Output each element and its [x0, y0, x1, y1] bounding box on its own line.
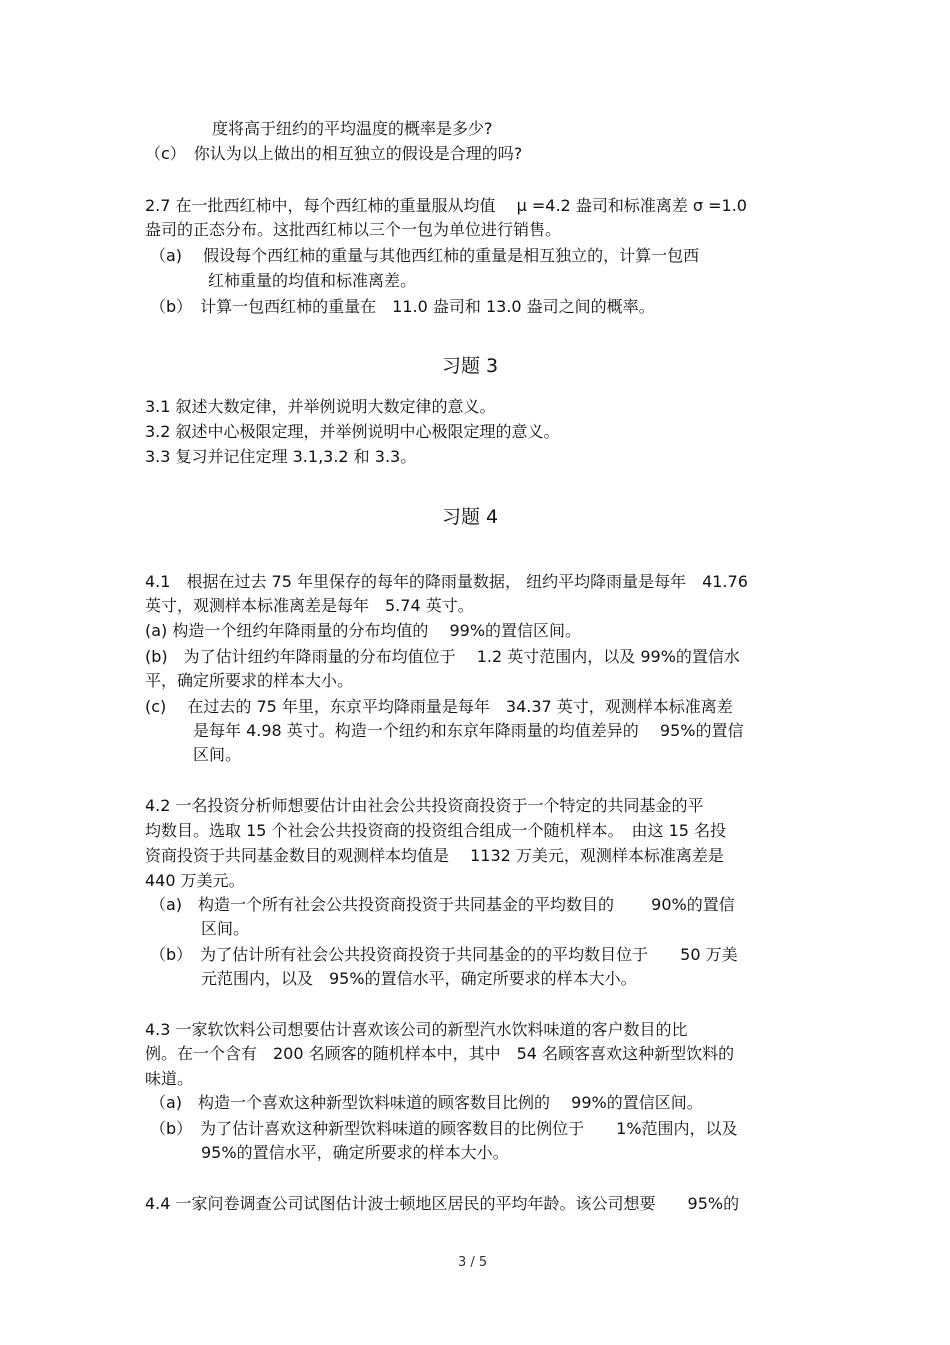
text-line: 英寸，观测样本标准离差是每年 5.74 英寸。 [145, 596, 474, 615]
text-line: 区间。 [193, 745, 242, 764]
text-line: (c) 在过去的 75 年里，东京平均降雨量是每年 34.37 英寸，观测样本标准离差 [145, 697, 733, 716]
text-line: （b） 计算一包西红柿的重量在 11.0 盎司和 13.0 盎司之间的概率。 [150, 297, 655, 316]
text-line: 盎司的正态分布。这批西红柿以三个一包为单位进行销售。 [145, 220, 562, 239]
section-heading: 习题 3 [442, 355, 499, 377]
text-line: 红柿重量的均值和标准离差。 [208, 271, 417, 290]
text-line: （a) 假设每个西红柿的重量与其他西红柿的重量是相互独立的，计算一包西 [150, 246, 700, 265]
text-line: （b） 为了估计所有社会公共投资商投资于共同基金的的平均数目位于 50 万美 [150, 945, 738, 964]
text-line: 3.2 叙述中心极限定理，并举例说明中心极限定理的意义。 [145, 422, 560, 441]
text-line: 4.2 一名投资分析师想要估计由社会公共投资商投资于一个特定的共同基金的平 [145, 796, 704, 815]
text-line: (a) 构造一个纽约年降雨量的分布均值的 99%的置信区间。 [145, 621, 582, 640]
text-line: 4.3 一家软饮料公司想要估计喜欢该公司的新型汽水饮料味道的客户数目的比 [145, 1020, 688, 1039]
text-line: 4.4 一家问卷调查公司试图估计波士顿地区居民的平均年龄。该公司想要 95%的 [145, 1194, 740, 1213]
text-line: 是每年 4.98 英寸。构造一个纽约和东京年降雨量的均值差异的 95%的置信 [193, 721, 744, 740]
text-line: 3.1 叙述大数定律，并举例说明大数定律的意义。 [145, 397, 496, 416]
text-line: 95%的置信水平，确定所要求的样本大小。 [201, 1143, 509, 1162]
text-line: 味道。 [145, 1069, 194, 1088]
text-line: （a) 构造一个喜欢这种新型饮料味道的顾客数目比例的 99%的置信区间。 [150, 1093, 703, 1112]
text-line: 均数目。选取 15 个社会公共投资商的投资组合组成一个随机样本。 由这 15 名投 [145, 821, 727, 840]
page-number: 3 / 5 [458, 1255, 488, 1270]
text-line: 3.3 复习并记住定理 3.1,3.2 和 3.3。 [145, 447, 417, 466]
text-line: (b) 为了估计纽约年降雨量的分布均值位于 1.2 英寸范围内，以及 99%的置信水 [145, 647, 740, 666]
text-line: 区间。 [201, 919, 250, 938]
text-line: 元范围内，以及 95%的置信水平，确定所要求的样本大小。 [201, 969, 637, 988]
section-heading: 习题 4 [442, 506, 499, 528]
text-line: 度将高于纽约的平均温度的概率是多少? [212, 119, 493, 138]
text-line: 2.7 在一批西红柿中，每个西红柿的重量服从均值 μ =4.2 盎司和标准离差 σ =1.0 [145, 196, 747, 215]
text-line: （b） 为了估计喜欢这种新型饮料味道的顾客数目的比例位于 1%范围内，以及 [150, 1119, 738, 1138]
text-line: 440 万美元。 [145, 871, 245, 890]
text-line: （a) 构造一个所有社会公共投资商投资于共同基金的平均数目的 90%的置信 [150, 895, 735, 914]
text-line: 例。在一个含有 200 名顾客的随机样本中，其中 54 名顾客喜欢这种新型饮料的 [145, 1044, 735, 1063]
text-line: （c） 你认为以上做出的相互独立的假设是合理的吗? [145, 144, 523, 163]
text-line: 4.1 根据在过去 75 年里保存的每年的降雨量数据， 纽约平均降雨量是每年 41.76 [145, 572, 748, 591]
text-line: 资商投资于共同基金数目的观测样本均值是 1132 万美元，观测样本标准离差是 [145, 846, 724, 865]
text-line: 平，确定所要求的样本大小。 [145, 671, 354, 690]
